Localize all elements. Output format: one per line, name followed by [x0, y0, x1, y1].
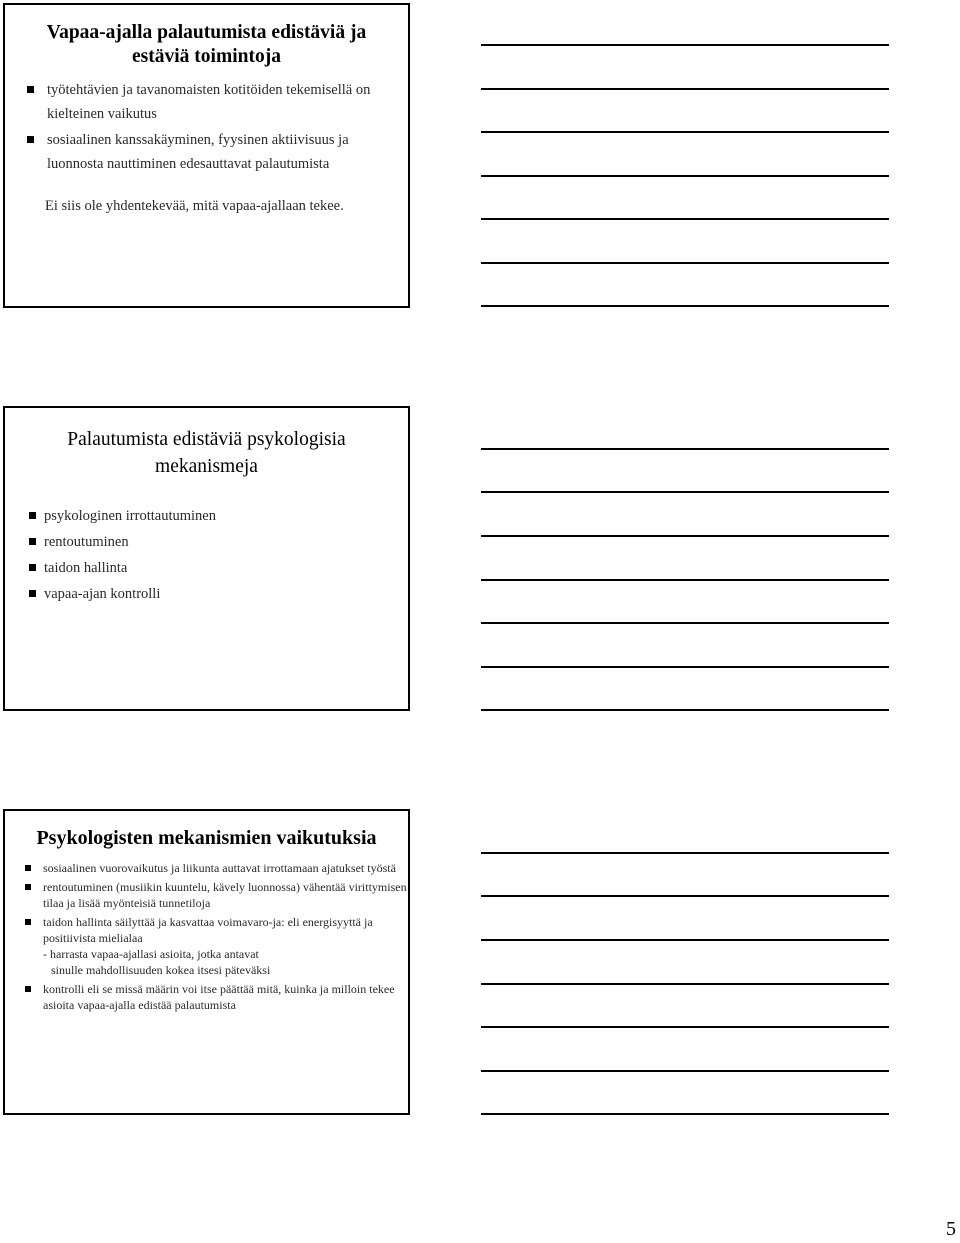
slide-3 [3, 809, 410, 1115]
list-item [25, 879, 408, 911]
list-item [27, 128, 408, 176]
slide-3-bullet-list [25, 860, 408, 1013]
list-item [25, 914, 408, 978]
square-bullet-icon [27, 86, 34, 93]
bullet-text: kontrolli eli se missä määrin voi itse päättää mitä, kuinka ja milloin tekee asioita vapaa-ajalla edistää palautumista [43, 982, 395, 1012]
bullet-text: taidon hallinta säilyttää ja kasvattaa voimavaro-ja: eli energisyyttä ja positiivista mielialaa [43, 915, 373, 945]
slide-2-bullet-list [29, 503, 408, 607]
bullet-text: psykologinen irrottautuminen [44, 507, 216, 524]
list-item [29, 555, 408, 581]
page-number: 5 [946, 1218, 956, 1240]
bullet-text: rentoutuminen (musiikin kuuntelu, kävely luonnossa) vähentää virittymisen tilaa ja lisää myönteisiä tunnetiloja [43, 880, 407, 910]
note-line [481, 939, 889, 941]
note-line [481, 88, 889, 90]
note-line [481, 1070, 889, 1072]
bullet-text: sosiaalinen kanssakäyminen, fyysinen aktiivisuus ja luonnosta nauttiminen edesauttavat palautumista [47, 131, 349, 172]
slide-3-title: Psykologisten mekanismien vaikutuksia [36, 827, 377, 849]
list-item [25, 981, 408, 1013]
list-item [27, 78, 408, 126]
note-line [481, 535, 889, 537]
square-bullet-icon [25, 865, 31, 871]
slide-2 [3, 406, 410, 711]
bullet-text: työtehtävien ja tavanomaisten kotitöiden tekemisellä on kielteinen vaikutus [47, 81, 371, 122]
slide-1-bullet-list [27, 78, 408, 176]
note-line [481, 622, 889, 624]
slide-1-note: Ei siis ole yhdentekevää, mitä vapaa-ajallaan tekee. [45, 197, 344, 214]
bullet-text: sosiaalinen vuorovaikutus ja liikunta auttavat irrottamaan ajatukset työstä [43, 861, 396, 875]
note-line [481, 709, 889, 711]
square-bullet-icon [27, 136, 34, 143]
slide-1 [3, 3, 410, 308]
list-item [25, 860, 408, 876]
bullet-subtext: sinulle mahdollisuuden kokea itsesi päteväksi [51, 963, 271, 977]
note-line [481, 895, 889, 897]
bullet-text: taidon hallinta [44, 559, 128, 576]
slide-1-title: Vapaa-ajalla palautumista edistäviä ja estäviä toimintoja [46, 22, 367, 68]
note-line [481, 44, 889, 46]
square-bullet-icon [29, 538, 36, 545]
square-bullet-icon [29, 564, 36, 571]
note-line [481, 448, 889, 450]
note-line [481, 218, 889, 220]
note-line [481, 262, 889, 264]
note-line [481, 305, 889, 307]
note-line [481, 852, 889, 854]
slide-2-title: Palautumista edistäviä psykologisia mekanismeja [67, 429, 346, 478]
square-bullet-icon [29, 512, 36, 519]
list-item [29, 529, 408, 555]
square-bullet-icon [29, 590, 36, 597]
square-bullet-icon [25, 919, 31, 925]
bullet-subtext: - harrasta vapaa-ajallasi asioita, jotka antavat [43, 947, 259, 961]
note-line [481, 1026, 889, 1028]
note-line [481, 491, 889, 493]
list-item [29, 581, 408, 607]
square-bullet-icon [25, 884, 31, 890]
bullet-text: rentoutuminen [44, 533, 129, 550]
note-line [481, 579, 889, 581]
list-item [29, 503, 408, 529]
note-line [481, 983, 889, 985]
note-line [481, 131, 889, 133]
square-bullet-icon [25, 986, 31, 992]
note-line [481, 175, 889, 177]
note-line [481, 1113, 889, 1115]
note-line [481, 666, 889, 668]
bullet-text: vapaa-ajan kontrolli [44, 585, 161, 602]
